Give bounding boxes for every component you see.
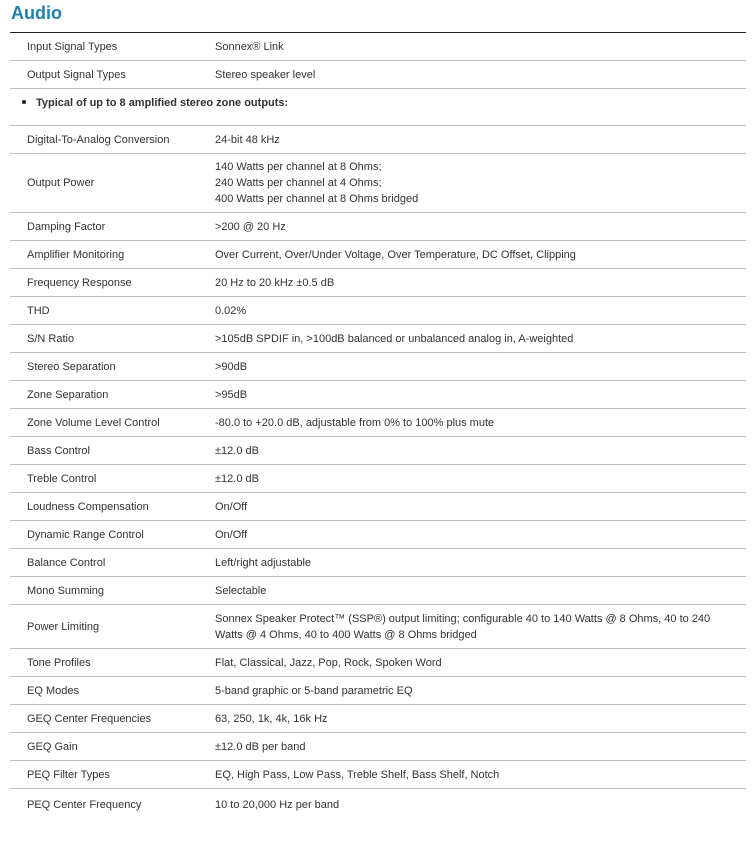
section-title: Audio <box>11 3 62 23</box>
spec-label: Input Signal Types <box>27 40 118 53</box>
spec-label: Stereo Separation <box>27 360 116 373</box>
spec-row-note <box>10 89 746 126</box>
spec-value: Flat, Classical, Jazz, Pop, Rock, Spoken Word <box>215 656 442 669</box>
spec-value-line: Watts @ 4 Ohms, 40 to 400 Watts @ 8 Ohms bridged <box>215 628 477 641</box>
spec-label: Output Power <box>27 177 95 189</box>
spec-row-power-limiting <box>10 605 746 649</box>
spec-value: 0.02% <box>215 304 247 317</box>
spec-value: >95dB <box>215 388 248 401</box>
note-cell <box>10 89 746 126</box>
spec-row-tone-profiles <box>10 649 746 677</box>
spec-value: 5-band graphic or 5-band parametric EQ <box>215 684 413 697</box>
spec-value: ±12.0 dB per band <box>215 740 306 753</box>
spec-value: Sonnex® Link <box>215 40 284 53</box>
spec-label: EQ Modes <box>27 684 79 697</box>
spec-label: Dynamic Range Control <box>27 528 144 541</box>
spec-row-balance <box>10 549 746 577</box>
spec-value: Over Current, Over/Under Voltage, Over Temperature, DC Offset, Clipping <box>215 248 576 261</box>
spec-label: Loudness Compensation <box>27 500 149 513</box>
spec-value-line: 140 Watts per channel at 8 Ohms; <box>215 161 382 173</box>
spec-row-zone-volume <box>10 409 746 437</box>
spec-row-mono-summing <box>10 577 746 605</box>
note-text: Typical of up to 8 amplified stereo zone outputs: <box>36 97 289 109</box>
spec-label: Mono Summing <box>27 584 105 597</box>
spec-label: PEQ Filter Types <box>27 768 110 781</box>
spec-value: On/Off <box>215 528 248 541</box>
spec-label: Zone Separation <box>27 388 109 401</box>
spec-row-geq-gain <box>10 733 746 761</box>
spec-row-input-signal-types <box>10 33 746 61</box>
spec-value: >200 @ 20 Hz <box>215 220 286 233</box>
spec-row-geq-center <box>10 705 746 733</box>
spec-row-amplifier-monitoring <box>10 241 746 269</box>
spec-label: Zone Volume Level Control <box>27 416 160 429</box>
spec-row-dynamic-range <box>10 521 746 549</box>
spec-label: THD <box>27 304 50 317</box>
spec-value-line: 240 Watts per channel at 4 Ohms; <box>215 177 382 189</box>
spec-value: >90dB <box>215 360 248 373</box>
spec-row-treble-control <box>10 465 746 493</box>
audio-spec-table <box>10 32 746 822</box>
spec-label: Output Signal Types <box>27 68 126 81</box>
spec-value: Stereo speaker level <box>215 68 316 81</box>
spec-value-line: 400 Watts per channel at 8 Ohms bridged <box>215 193 419 205</box>
spec-row-zone-separation <box>10 381 746 409</box>
spec-label: Balance Control <box>27 556 106 569</box>
bullet-icon <box>22 100 26 104</box>
spec-row-damping-factor <box>10 213 746 241</box>
spec-value <box>215 154 746 213</box>
spec-label: Treble Control <box>27 472 97 485</box>
spec-row-peq-center <box>10 789 746 822</box>
spec-row-dac <box>10 126 746 154</box>
spec-row-eq-modes <box>10 677 746 705</box>
spec-value-line: Sonnex Speaker Protect™ (SSP®) output limiting; configurable 40 to 140 Watts @ 8 Ohms, 40 to 240 <box>215 612 711 625</box>
spec-label: Amplifier Monitoring <box>27 248 125 261</box>
spec-row-output-signal-types <box>10 61 746 89</box>
spec-label: Frequency Response <box>27 276 132 289</box>
spec-value: 63, 250, 1k, 4k, 16k Hz <box>215 712 328 725</box>
spec-label: GEQ Center Frequencies <box>27 712 152 725</box>
spec-value: Left/right adjustable <box>215 556 312 569</box>
spec-row-loudness <box>10 493 746 521</box>
spec-value: On/Off <box>215 500 248 513</box>
spec-value <box>215 605 746 649</box>
spec-row-frequency-response <box>10 269 746 297</box>
spec-label: Power Limiting <box>27 620 100 633</box>
spec-value: 20 Hz to 20 kHz ±0.5 dB <box>215 276 335 289</box>
spec-row-bass-control <box>10 437 746 465</box>
spec-label: Damping Factor <box>27 220 106 233</box>
spec-row-output-power <box>10 154 746 213</box>
spec-label: Bass Control <box>27 444 90 457</box>
spec-label: Tone Profiles <box>27 656 91 669</box>
spec-row-thd <box>10 297 746 325</box>
spec-row-sn-ratio <box>10 325 746 353</box>
spec-value: Selectable <box>215 584 267 597</box>
spec-row-stereo-separation <box>10 353 746 381</box>
spec-value: 24-bit 48 kHz <box>215 133 280 146</box>
spec-label: S/N Ratio <box>27 332 75 345</box>
spec-value: EQ, High Pass, Low Pass, Treble Shelf, Bass Shelf, Notch <box>215 768 500 781</box>
spec-value: ±12.0 dB <box>215 472 259 485</box>
spec-label: PEQ Center Frequency <box>27 799 142 812</box>
spec-row-peq-filter <box>10 761 746 789</box>
spec-label: GEQ Gain <box>27 740 78 753</box>
spec-value: -80.0 to +20.0 dB, adjustable from 0% to 100% plus mute <box>215 416 495 429</box>
spec-value: 10 to 20,000 Hz per band <box>215 799 340 812</box>
spec-label: Digital-To-Analog Conversion <box>27 133 170 146</box>
spec-value: ±12.0 dB <box>215 444 259 457</box>
spec-value: >105dB SPDIF in, >100dB balanced or unbalanced analog in, A-weighted <box>215 332 574 345</box>
